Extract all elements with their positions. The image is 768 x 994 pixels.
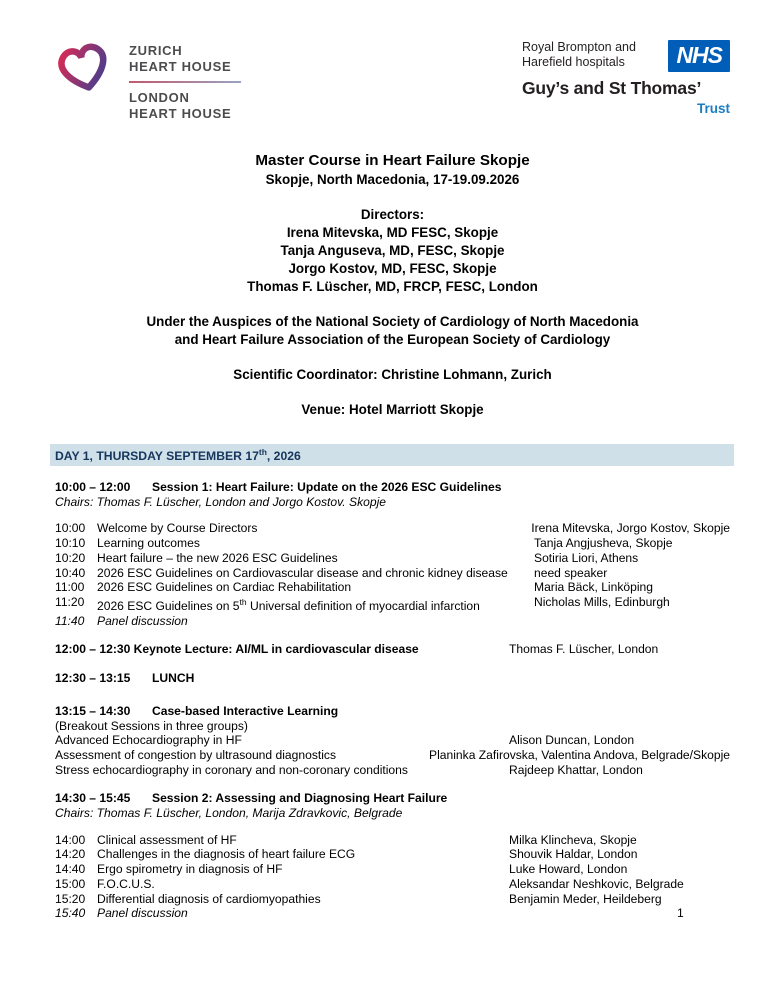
- row-speaker: Rajdeep Khattar, London: [509, 762, 643, 777]
- schedule-row: [55, 847, 730, 862]
- row-speaker: Nicholas Mills, Edinburgh: [534, 594, 670, 609]
- course-title: Master Course in Heart Failure Skopje: [255, 152, 530, 169]
- row-speaker: Thomas F. Lüscher, London: [509, 642, 659, 657]
- nhs-logo-top: [522, 40, 730, 72]
- day1-bar-text: DAY 1, THURSDAY SEPTEMBER 17: [55, 449, 259, 464]
- row-speaker: Aleksandar Neshkovic, Belgrade: [509, 876, 684, 891]
- row-title-text: Heart failure – the new 2026 ESC Guidelines: [97, 550, 338, 565]
- session-time-range: 14:30 – 15:45: [55, 791, 131, 806]
- row-title-text: Assessment of congestion by ultrasound diagnostics: [55, 747, 337, 762]
- schedule-row: [55, 536, 730, 551]
- row-time: 10:40: [55, 565, 86, 580]
- row-speaker: Alison Duncan, London: [509, 733, 635, 748]
- keynote-title: 12:00 – 12:30 Keynote Lecture: AI/ML in cardiovascular disease: [55, 642, 419, 657]
- directors-label: Directors:: [360, 207, 425, 222]
- row-time: 15:20: [55, 891, 86, 906]
- row-time: 10:20: [55, 550, 86, 565]
- schedule-row: [55, 763, 730, 778]
- schedule-row: [55, 892, 730, 907]
- session-chairs: Chairs: Thomas F. Lüscher, London, Marija Zdravkovic, Belgrade: [55, 806, 403, 821]
- schedule-row: [55, 566, 730, 581]
- schedule-row: [55, 521, 730, 536]
- session-heading: [55, 704, 730, 719]
- schedule-row: [55, 733, 730, 748]
- row-title: [97, 614, 188, 629]
- row-title-text: Welcome by Course Directors: [97, 521, 258, 536]
- row-title-text: 2026 ESC Guidelines on 5: [97, 599, 240, 614]
- course-title-block: [55, 151, 730, 419]
- row-title-text: Clinical assessment of HF: [97, 832, 237, 847]
- row-title: [97, 566, 508, 581]
- row-time: 15:40: [55, 906, 86, 921]
- session-title: Session 2: Assessing and Diagnosing Heart Failure: [152, 791, 448, 806]
- row-title-text: Stress echocardiography in coronary and non-coronary conditions: [55, 762, 408, 777]
- zhh-line: HEART HOUSE: [129, 106, 232, 121]
- session-rows: [55, 521, 730, 628]
- auspices-line: and Heart Failure Association of the European Society of Cardiology: [174, 332, 611, 347]
- row-title-text: Panel discussion: [97, 906, 188, 921]
- row-speaker: Shouvik Haldar, London: [509, 847, 638, 862]
- row-time: 14:20: [55, 847, 86, 862]
- row-time: 11:20: [55, 594, 85, 609]
- session-time-range: 10:00 – 12:00: [55, 480, 131, 495]
- row-title: [97, 551, 338, 566]
- row-title-text: 2026 ESC Guidelines on Cardiac Rehabilitation: [97, 580, 352, 595]
- row-speaker: need speaker: [534, 565, 608, 580]
- row-title: [97, 595, 480, 614]
- schedule-row: [55, 595, 730, 614]
- row-title: [97, 833, 237, 848]
- hospitals-line: Harefield hospitals: [522, 55, 625, 69]
- nhs-wordmark: NHS: [668, 40, 730, 72]
- schedule-row: [55, 833, 730, 848]
- schedule-row: [55, 906, 730, 921]
- row-title: [97, 521, 257, 536]
- session-chairs: Chairs: Thomas F. Lüscher, London and Jorgo Kostov. Skopje: [55, 494, 386, 509]
- day1-bar: [50, 444, 734, 466]
- schedule-row: [55, 580, 730, 595]
- logo-divider-line: [129, 81, 241, 83]
- heart-ribbon-icon: [55, 40, 113, 94]
- row-speaker: Milka Klincheva, Skopje: [509, 832, 637, 847]
- row-speaker: Maria Bäck, Linköping: [534, 580, 653, 595]
- schedule-row: [55, 748, 730, 763]
- breakout-note: (Breakout Sessions in three groups): [55, 718, 248, 733]
- spacer: [55, 296, 730, 313]
- session-rows: [55, 833, 730, 921]
- row-title: [97, 892, 321, 907]
- row-speaker: Tanja Angjusheva, Skopje: [534, 536, 673, 551]
- row-speaker: Sotiria Liori, Athens: [534, 550, 639, 565]
- row-title: [97, 862, 283, 877]
- row-title-text: Advanced Echocardiography in HF: [55, 733, 242, 748]
- row-speaker: Planinka Zafirovska, Valentina Andova, Belgrade/Skopje: [429, 747, 730, 762]
- director-name: Tanja Anguseva, MD, FESC, Skopje: [280, 243, 505, 258]
- session-title: Case-based Interactive Learning: [152, 703, 339, 718]
- spacer: [55, 384, 730, 401]
- schedule-row: [55, 877, 730, 892]
- row-title-text: Challenges in the diagnosis of heart failure ECG: [97, 847, 356, 862]
- hospitals-line: Royal Brompton and: [522, 40, 636, 54]
- session-time-range: 13:15 – 14:30: [55, 703, 131, 718]
- row-title: [97, 877, 155, 892]
- auspices-line: Under the Auspices of the National Society of Cardiology of North Macedonia: [146, 314, 639, 329]
- row-title-text: 2026 ESC Guidelines on Cardiovascular disease and chronic kidney disease: [97, 565, 508, 580]
- session-rows: [55, 733, 730, 777]
- spacer: [55, 349, 730, 366]
- row-time: 15:00: [55, 876, 86, 891]
- day1-bar-text: , 2026: [266, 449, 301, 464]
- row-time: 14:00: [55, 832, 86, 847]
- row-title-text: Differential diagnosis of cardiomyopathies: [97, 891, 321, 906]
- schedule-row: [55, 614, 730, 629]
- director-name: Irena Mitevska, MD FESC, Skopje: [286, 225, 499, 240]
- spacer: [55, 189, 730, 206]
- session-heading: [55, 480, 730, 495]
- row-title: [97, 536, 200, 551]
- row-title-text: F.O.C.U.S.: [97, 876, 155, 891]
- zhh-line: LONDON: [129, 90, 190, 105]
- day1-schedule: [55, 480, 730, 921]
- lunch-row: [55, 671, 730, 686]
- row-title-text: Panel discussion: [97, 613, 188, 628]
- row-title-text: Learning outcomes: [97, 536, 200, 551]
- director-name: Thomas F. Lüscher, MD, FRCP, FESC, London: [247, 279, 538, 294]
- row-speaker: Luke Howard, London: [509, 862, 628, 877]
- row-title: [55, 733, 242, 748]
- keynote-row: [55, 642, 730, 657]
- row-title: [55, 763, 408, 778]
- row-speaker: Irena Mitevska, Jorgo Kostov, Skopje: [531, 521, 730, 536]
- row-title-text: Ergo spirometry in diagnosis of HF: [97, 862, 283, 877]
- zurich-london-heart-house-logo: [55, 40, 241, 122]
- hospitals-label: [522, 40, 636, 70]
- row-time: 11:00: [55, 580, 85, 595]
- coordinator-line: Scientific Coordinator: Christine Lohmann, Zurich: [233, 367, 552, 382]
- lunch-label: LUNCH: [152, 671, 195, 686]
- zhh-line: HEART HOUSE: [129, 59, 232, 74]
- page-number: 1: [677, 906, 684, 920]
- ordinal-suffix: th: [258, 447, 267, 457]
- row-title: [97, 847, 355, 862]
- row-title: [97, 906, 188, 921]
- ordinal-suffix: th: [239, 596, 247, 607]
- row-time: 14:40: [55, 862, 86, 877]
- row-time: 11:40: [55, 613, 85, 628]
- trust-name: Guy’s and St Thomas’: [522, 78, 702, 98]
- zhh-line: ZURICH: [129, 43, 183, 58]
- row-title: [97, 580, 351, 595]
- row-speaker: Benjamin Meder, Heildeberg: [509, 891, 662, 906]
- row-time: 10:00: [55, 521, 86, 536]
- course-subtitle: Skopje, North Macedonia, 17-19.09.2026: [265, 172, 520, 187]
- row-time: 10:10: [55, 536, 86, 551]
- row-title: [55, 748, 336, 763]
- trust-word: Trust: [696, 101, 730, 116]
- guys-st-thomas-nhs-logo: [522, 40, 730, 116]
- session-heading: [55, 791, 730, 806]
- venue-line: Venue: Hotel Marriott Skopje: [301, 402, 484, 417]
- row-title-cont: Universal definition of myocardial infarction: [246, 599, 480, 614]
- schedule-row: [55, 862, 730, 877]
- director-name: Jorgo Kostov, MD, FESC, Skopje: [288, 261, 497, 276]
- heart-house-wordmark: [129, 40, 241, 122]
- session-title: Session 1: Heart Failure: Update on the 2026 ESC Guidelines: [152, 480, 502, 495]
- lunch-time-range: 12:30 – 13:15: [55, 671, 131, 686]
- header-logos: [55, 40, 730, 128]
- schedule-row: [55, 551, 730, 566]
